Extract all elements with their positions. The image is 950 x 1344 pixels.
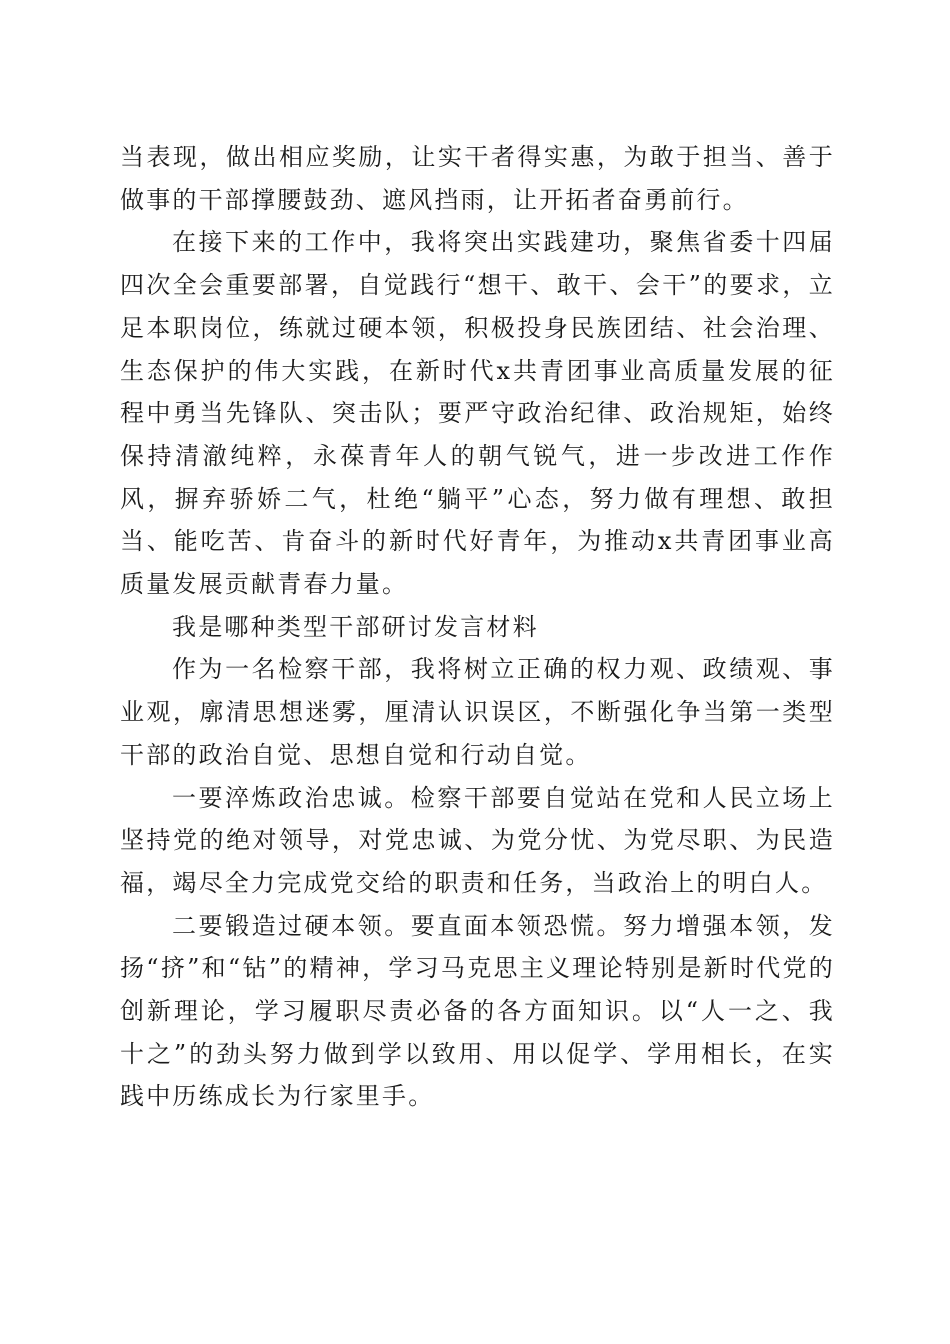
paragraph-work-plan: 在接下来的工作中，我将突出实践建功，聚焦省委十四届四次全会重要部署，自觉践行“想干、敢干、会干”的要求，立足本职岗位，练就过硬本领，积极投身民族团结、社会治理、生态保护的伟大实践，在新时代x共青团事业高质量发展的征程中勇当先锋队、突击队；要严守政治纪律、政治规矩，始终保持清澈纯粹，永葆青年人的朝气锐气，进一步改进工作作风，摒弃骄娇二气，杜绝“躺平”心态，努力做有理想、敢担当、能吃苦、肯奋斗的新时代好青年，为推动x共青团事业高质量发展贡献青春力量。	[120, 228, 835, 599]
paragraph-continuation: 当表现，做出相应奖励，让实干者得实惠，为敢于担当、善于做事的干部撑腰鼓劲、遮风挡雨，让开拓者奋勇前行。	[120, 143, 835, 214]
section-title: 我是哪种类型干部研讨发言材料	[172, 612, 539, 641]
paragraph-point-two: 二要锻造过硬本领。要直面本领恐慌。努力增强本领，发扬“挤”和“钻”的精神，学习马克思主义理论特别是新时代党的创新理论，学习履职尽责必备的各方面知识。以“人一之、我十之”的劲头努力做到学以致用、用以促学、学用相长，在实践中历练成长为行家里手。	[120, 911, 835, 1111]
paragraph-point-one: 一要淬炼政治忠诚。检察干部要自觉站在党和人民立场上坚持党的绝对领导，对党忠诚、为党分忧、为党尽职、为民造福，竭尽全力完成党交给的职责和任务，当政治上的明白人。	[120, 783, 835, 897]
paragraph-intro: 作为一名检察干部，我将树立正确的权力观、政绩观、事业观，廓清思想迷雾，厘清认识误区，不断强化争当第一类型干部的政治自觉、思想自觉和行动自觉。	[120, 655, 835, 769]
document-body	[120, 136, 835, 1118]
